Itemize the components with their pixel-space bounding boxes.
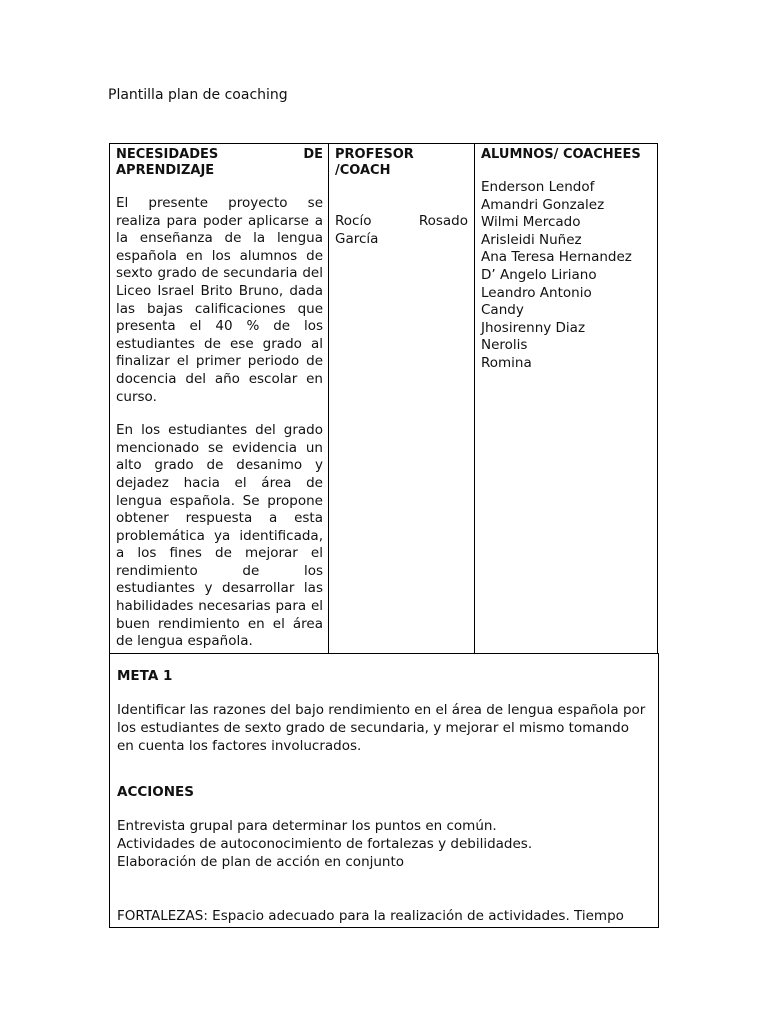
list-item: Leandro Antonio	[481, 284, 592, 301]
meta-heading: META 1	[117, 668, 173, 684]
document-title: Plantilla plan de coaching	[108, 87, 288, 103]
list-item: Enderson Lendof	[481, 179, 595, 195]
list-item: Nerolis	[481, 337, 528, 354]
fortalezas-text: FORTALEZAS: Espacio adecuado para la realización de actividades. Tiempo	[117, 908, 624, 924]
meta-section	[109, 653, 659, 928]
list-item: D’ Angelo Liriano	[481, 266, 597, 283]
column-divider	[474, 144, 475, 653]
profesor-name-line	[335, 213, 468, 231]
list-item: Wilmi Mercado	[481, 214, 581, 231]
column-divider	[328, 144, 329, 653]
alumnos-header: ALUMNOS/ COACHEES	[481, 147, 641, 162]
list-item: Ana Teresa Hernandez	[481, 249, 632, 266]
acciones-item: Actividades de autoconocimiento de fortalezas y debilidades.	[117, 836, 533, 852]
profesor-first-name: Rocío	[335, 213, 372, 229]
necesidades-paragraph-1: El presente proyecto se realiza para poder aplicarse a la enseñanza de la lengua española en los alumnos de sexto grado de secundaria del Liceo Israel Brito Bruno, dada las bajas calificaciones que presenta el 40 % de los estudiantes de ese grado al finalizar el primer periodo de docencia del año escolar en curso.	[116, 195, 323, 405]
acciones-heading: ACCIONES	[117, 784, 195, 800]
profesor-surname: Rosado	[418, 213, 468, 229]
profesor-header: PROFESOR /COACH	[335, 147, 414, 178]
list-item: Candy	[481, 302, 524, 319]
coaching-plan-table	[109, 143, 658, 654]
necesidades-header: NECESIDADES DE APRENDIZAJE	[116, 147, 323, 178]
list-item: Jhosirenny Diaz	[481, 319, 586, 336]
list-item: Romina	[481, 354, 532, 371]
acciones-item: Entrevista grupal para determinar los puntos en común.	[117, 818, 497, 834]
list-item: Arisleidi Nuñez	[481, 231, 582, 248]
meta-text-line: Identificar las razones del bajo rendimiento en el área de lengua española por	[117, 702, 646, 718]
list-item: Amandri Gonzalez	[481, 196, 605, 213]
necesidades-paragraph-2: En los estudiantes del grado mencionado se evidencia un alto grado de desanimo y dejadez hacia el área de lengua española. Se propone obtener respuesta a esta problemática ya identificada, a los fines de mejorar el rendimiento de los estudiantes y desarrollar las habilidades necesarias para el buen rendimiento en el área de lengua española.	[116, 422, 323, 650]
profesor-cell	[335, 147, 468, 248]
meta-text-line: los estudiantes de sexto grado de secundaria, y mejorar el mismo tomando	[117, 720, 630, 736]
meta-text-line: en cuenta los factores involucrados.	[117, 738, 362, 754]
profesor-second-surname: García	[335, 230, 379, 247]
alumnos-list	[481, 179, 646, 373]
necesidades-cell	[116, 147, 323, 651]
alumnos-cell	[481, 147, 646, 373]
acciones-item: Elaboración de plan de acción en conjunto	[117, 854, 405, 870]
